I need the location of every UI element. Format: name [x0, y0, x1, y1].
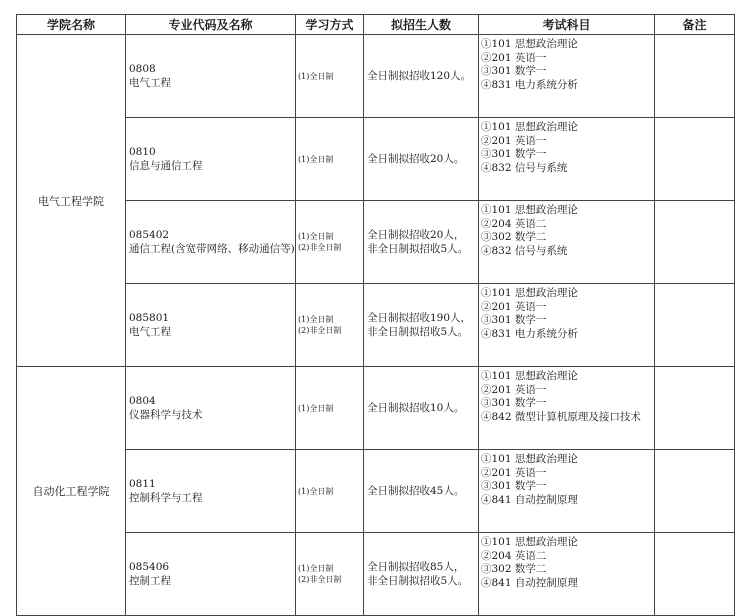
quota-cell: [364, 367, 479, 450]
exam-subject: ③302 数学二: [481, 563, 547, 575]
exam-subject: ④832 信号与系统: [481, 244, 568, 257]
exam-subject: ③301 数学一: [481, 480, 547, 492]
major-cell: [126, 118, 296, 201]
exam-subject: ②201 英语一: [481, 134, 547, 147]
quota-line: 全日制拟招收85人，: [367, 561, 465, 573]
mode-item: (1)全日制: [298, 154, 334, 164]
mode-cell: [296, 284, 364, 367]
quota-line: 全日制拟招收190人，: [367, 312, 472, 324]
major-code: 085402: [129, 229, 170, 241]
note-cell: [655, 450, 735, 533]
exam-subject: ③301 数学一: [481, 148, 547, 160]
exam-subject: ④832 信号与系统: [481, 161, 568, 174]
mode-item: (2)非全日制: [298, 243, 342, 252]
exam-subject: ③302 数学二: [481, 231, 547, 243]
exam-cell: [479, 450, 655, 533]
major-cell: [126, 367, 296, 450]
major-name: 控制工程: [129, 575, 171, 587]
mode-item: (1)全日制: [298, 403, 334, 413]
admissions-table-wrapper: [16, 14, 734, 616]
exam-subject: ①101 思想政治理论: [481, 38, 578, 50]
quota-line: 非全日制拟招收5人。: [367, 243, 469, 255]
header-quota: 拟招生人数: [364, 15, 479, 35]
exam-subject: ①101 思想政治理论: [481, 370, 578, 382]
college-name: 自动化工程学院: [32, 485, 110, 498]
major-name: 控制科学与工程: [129, 492, 203, 504]
major-code: 085801: [129, 312, 170, 324]
exam-subject: ①101 思想政治理论: [481, 121, 578, 133]
exam-cell: [479, 533, 655, 616]
mode-item: (2)非全日制: [298, 575, 342, 584]
mode-item: (2)非全日制: [298, 326, 342, 335]
header-row: [17, 15, 735, 35]
major-cell: [126, 533, 296, 616]
college-cell: [17, 35, 126, 367]
quota-line: 全日制拟招收20人。: [367, 153, 465, 165]
quota-cell: [364, 533, 479, 616]
mode-cell: [296, 450, 364, 533]
quota-line: 全日制拟招收20人，: [367, 229, 465, 241]
quota-line: 全日制拟招收45人。: [367, 485, 465, 497]
major-name: 信息与通信工程: [129, 160, 203, 172]
major-code: 085406: [129, 561, 170, 573]
major-code: 0808: [129, 63, 156, 75]
mode-cell: [296, 201, 364, 284]
quota-cell: [364, 450, 479, 533]
note-cell: [655, 284, 735, 367]
exam-cell: [479, 367, 655, 450]
exam-cell: [479, 35, 655, 118]
exam-subject: ③301 数学一: [481, 65, 547, 77]
major-code: 0804: [129, 395, 156, 407]
exam-subject: ②204 英语二: [481, 549, 547, 562]
exam-subject: ①101 思想政治理论: [481, 204, 578, 216]
exam-cell: [479, 201, 655, 284]
quota-cell: [364, 35, 479, 118]
table-body: [17, 35, 735, 616]
header-college: 学院名称: [17, 15, 126, 35]
quota-line: 全日制拟招收120人。: [367, 70, 472, 82]
header-major: 专业代码及名称: [126, 15, 296, 35]
mode-item: (1)全日制: [298, 71, 334, 81]
mode-cell: [296, 367, 364, 450]
major-code: 0810: [129, 146, 156, 158]
exam-subject: ③301 数学一: [481, 397, 547, 409]
note-cell: [655, 533, 735, 616]
exam-subject: ④831 电力系统分析: [481, 327, 578, 340]
table-row: [17, 367, 735, 450]
major-code: 0811: [129, 478, 156, 490]
major-cell: [126, 201, 296, 284]
major-name: 电气工程: [129, 77, 171, 89]
college-name: 电气工程学院: [38, 194, 104, 208]
exam-subject: ②204 英语二: [481, 217, 547, 230]
major-name: 电气工程: [129, 326, 171, 338]
exam-subject: ④841 自动控制原理: [481, 493, 578, 506]
mode-item: (1)全日制: [298, 232, 334, 241]
admissions-table: [16, 14, 735, 616]
mode-cell: [296, 35, 364, 118]
exam-subject: ①101 思想政治理论: [481, 536, 578, 548]
exam-subject: ②201 英语一: [481, 383, 547, 396]
exam-cell: [479, 284, 655, 367]
exam-subject: ④841 自动控制原理: [481, 576, 578, 589]
college-cell: [17, 367, 126, 616]
note-cell: [655, 118, 735, 201]
mode-item: (1)全日制: [298, 315, 334, 324]
major-cell: [126, 35, 296, 118]
quota-line: 全日制拟招收10人。: [367, 402, 465, 414]
table-row: [17, 35, 735, 118]
quota-line: 非全日制拟招收5人。: [367, 575, 469, 587]
exam-subject: ②201 英语一: [481, 466, 547, 479]
mode-cell: [296, 118, 364, 201]
quota-cell: [364, 118, 479, 201]
header-exams: 考试科目: [479, 15, 655, 35]
major-cell: [126, 450, 296, 533]
major-name: 仪器科学与技术: [129, 409, 203, 421]
exam-subject: ②201 英语一: [481, 300, 547, 313]
note-cell: [655, 201, 735, 284]
exam-subject: ①101 思想政治理论: [481, 453, 578, 465]
exam-subject: ①101 思想政治理论: [481, 287, 578, 299]
note-cell: [655, 35, 735, 118]
quota-cell: [364, 201, 479, 284]
major-cell: [126, 284, 296, 367]
mode-item: (1)全日制: [298, 564, 334, 573]
exam-subject: ③301 数学一: [481, 314, 547, 326]
exam-subject: ④842 微型计算机原理及接口技术: [481, 410, 641, 423]
header-mode: 学习方式: [296, 15, 364, 35]
mode-cell: [296, 533, 364, 616]
mode-item: (1)全日制: [298, 486, 334, 496]
major-name: 通信工程(含宽带网络、移动通信等): [129, 243, 295, 255]
exam-subject: ④831 电力系统分析: [481, 78, 578, 91]
quota-line: 非全日制拟招收5人。: [367, 326, 469, 338]
exam-subject: ②201 英语一: [481, 51, 547, 64]
header-notes: 备注: [655, 15, 735, 35]
note-cell: [655, 367, 735, 450]
quota-cell: [364, 284, 479, 367]
exam-cell: [479, 118, 655, 201]
